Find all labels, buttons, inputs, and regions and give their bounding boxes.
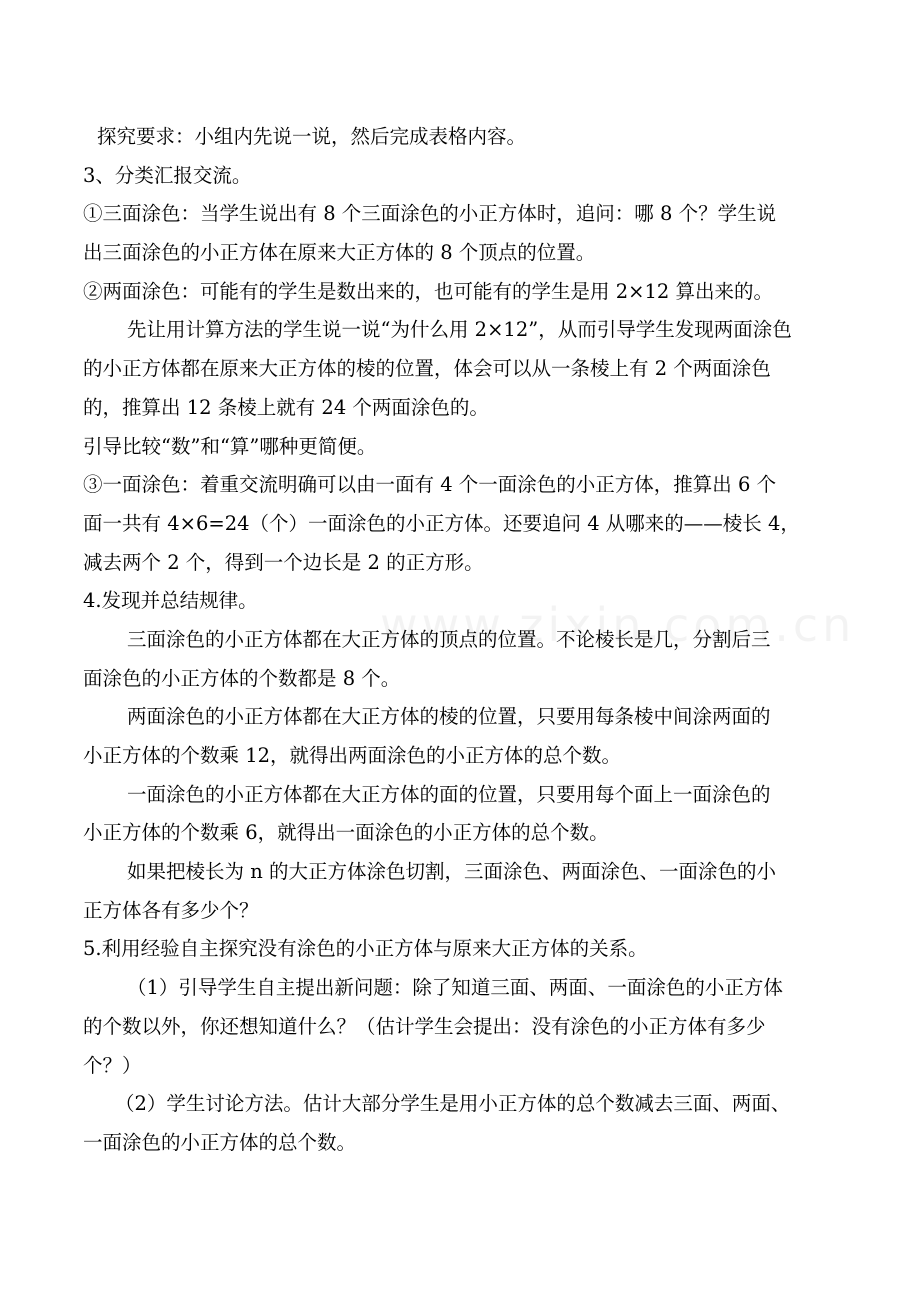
text-line: 个？） [83, 1053, 142, 1077]
section-heading: 3、分类汇报交流。 [83, 163, 252, 187]
text-line: ③一面涂色：着重交流明确可以由一面有 4 个一面涂色的小正方体，推算出 6 个 [83, 473, 777, 497]
text-line: 的小正方体都在原来大正方体的棱的位置，体会可以从一条棱上有 2 个两面涂色 [83, 357, 771, 381]
text-line: 如果把棱长为 n 的大正方体涂色切割，三面涂色、两面涂色、一面涂色的小 [127, 860, 776, 884]
text-line: 减去两个 2 个，得到一个边长是 2 的正方形。 [83, 550, 484, 574]
text-line: 两面涂色的小正方体都在大正方体的棱的位置，只要用每条棱中间涂两面的 [127, 705, 771, 729]
text-line: （1）引导学生自主提出新问题：除了知道三面、两面、一面涂色的小正方体 [127, 976, 783, 1000]
text-line: 面涂色的小正方体的个数都是 8 个。 [83, 666, 401, 690]
text-line: 的个数以外，你还想知道什么？（估计学生会提出：没有涂色的小正方体有多少 [83, 1014, 766, 1038]
text-line: ②两面涂色：可能有的学生是数出来的，也可能有的学生是用 2×12 算出来的。 [83, 279, 773, 303]
text-line: 先让用计算方法的学生说一说“为什么用 2×12”，从而引导学生发现两面涂色 [127, 318, 792, 342]
document-body [83, 118, 843, 1163]
text-line: 三面涂色的小正方体都在大正方体的顶点的位置。不论棱长是几，分割后三 [127, 627, 771, 651]
text-line: 一面涂色的小正方体的总个数。 [83, 1130, 357, 1154]
text-line: 小正方体的个数乘 6，就得出一面涂色的小正方体的总个数。 [83, 821, 609, 845]
text-line: 一面涂色的小正方体都在大正方体的面的位置，只要用每个面上一面涂色的 [127, 782, 771, 806]
text-line: 引导比较“数”和“算”哪种更简便。 [83, 434, 377, 458]
text-line: 出三面涂色的小正方体在原来大正方体的 8 个顶点的位置。 [83, 241, 596, 265]
text-line: （2）学生讨论方法。估计大部分学生是用小正方体的总个数减去三面、两面、 [115, 1092, 791, 1116]
text-line: ①三面涂色：当学生说出有 8 个三面涂色的小正方体时，追问：哪 8 个？学生说 [83, 202, 777, 226]
text-line: 面一共有 4×6=24（个）一面涂色的小正方体。还要追问 4 从哪来的——棱长 4， [83, 511, 800, 535]
text-line: 正方体各有多少个？ [83, 898, 259, 922]
text-line: 小正方体的个数乘 12，就得出两面涂色的小正方体的总个数。 [83, 744, 622, 767]
section-heading: 4.发现并总结规律。 [83, 589, 258, 613]
section-heading: 5.利用经验自主探究没有涂色的小正方体与原来大正方体的关系。 [83, 937, 648, 961]
text-line: 的，推算出 12 条棱上就有 24 个两面涂色的。 [83, 395, 489, 419]
text-line: 探究要求：小组内先说一说，然后完成表格内容。 [97, 125, 527, 148]
